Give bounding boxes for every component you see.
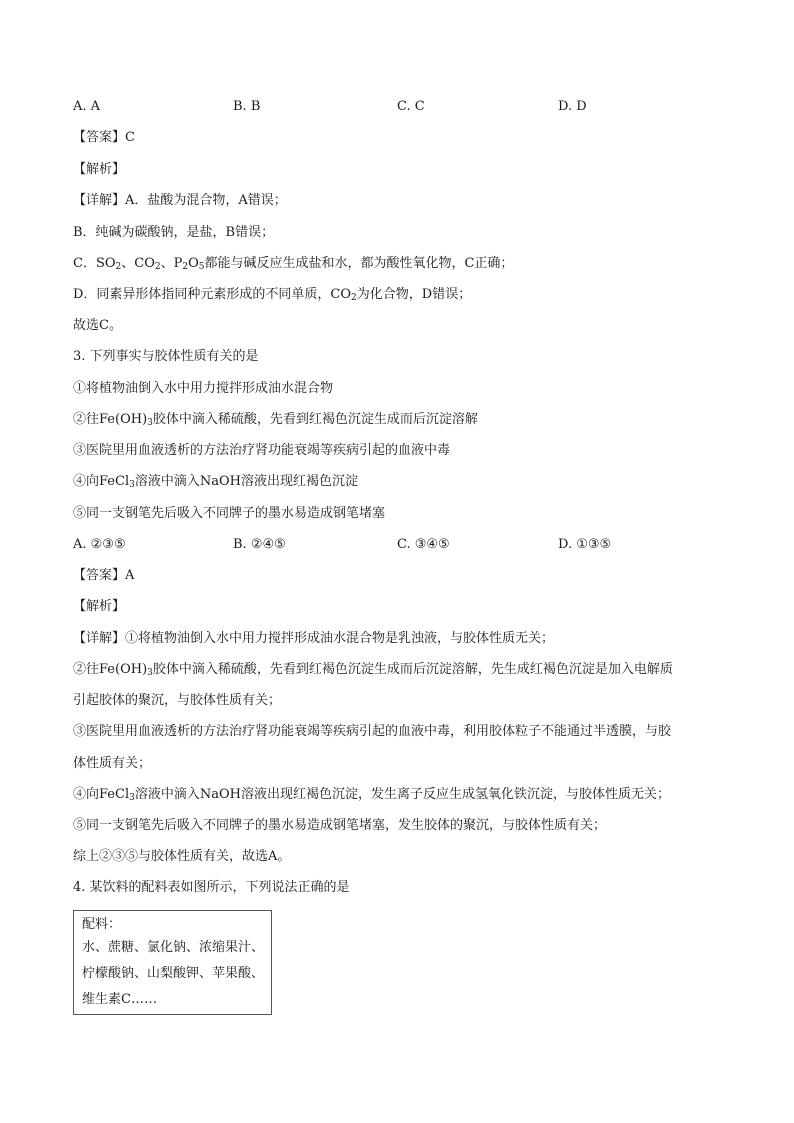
q3-answer: 【答案】A xyxy=(73,568,135,583)
q2-answer: 【答案】C xyxy=(73,130,135,145)
ingredients-box xyxy=(73,910,272,1015)
q3-option-a: A. ②③⑤ xyxy=(73,537,126,552)
q3-option-b: B. ②④⑤ xyxy=(233,537,286,552)
q2-conclusion: 故选C。 xyxy=(73,318,122,333)
ingredients-title: 配料： xyxy=(82,917,122,932)
q2-detail-a: 【详解】A．盐酸为混合物，A错误； xyxy=(73,193,287,208)
q3-item-2: ②往$Fe(OH)_3$胶体中滴入稀硫酸，先看到红褐色沉淀生成而后沉淀溶解 xyxy=(73,412,478,428)
q2-detail-d: D．同素异形体指同种元素形成的不同单质，$CO_2$为化合物，D错误； xyxy=(73,287,472,303)
q2-option-d: D. D xyxy=(558,99,587,114)
q3-item-4: ④向FeCl$_3$溶液中滴入NaOH溶液出现红褐色沉淀 xyxy=(73,474,358,490)
q3-detail-5: ⑤同一支钢笔先后吸入不同牌子的墨水易造成钢笔堵塞，发生胶体的聚沉，与胶体性质有关； xyxy=(73,818,607,833)
q3-detail-3b: 体性质有关； xyxy=(73,756,152,771)
q3-summary: 综上②③⑤与胶体性质有关，故选A。 xyxy=(73,849,291,864)
q2-detail-b: B．纯碱为碳酸钠，是盐，B错误； xyxy=(73,225,275,240)
ingredients-line: 水、蔗糖、氯化钠、浓缩果汁、 xyxy=(82,940,265,955)
q3-item-1: ①将植物油倒入水中用力搅拌形成油水混合物 xyxy=(73,381,334,396)
q3-option-d: D. ①③⑤ xyxy=(558,537,612,552)
q3-detail-3: ③医院里用血液透析的方法治疗肾功能衰竭等疾病引起的血液中毒，利用胶体粒子不能通过半透膜，与胶 xyxy=(73,724,672,739)
ingredients-line: 柠檬酸钠、山梨酸钾、苹果酸、 xyxy=(82,966,265,981)
q2-option-c: C. C xyxy=(397,99,425,114)
ingredients-line: 维生素C…… xyxy=(82,992,157,1007)
q2-detail-c: C．$SO_2$、$CO_2$、$P_2O_5$都能与碱反应生成盐和水，都为酸性氧化物，C正确； xyxy=(73,256,514,272)
q3-analysis-label: 【解析】 xyxy=(73,599,126,614)
q2-option-a: A. A xyxy=(73,99,101,114)
q3-stem: 3. 下列事实与胶体性质有关的是 xyxy=(73,349,259,364)
q2-analysis-label: 【解析】 xyxy=(73,162,126,177)
q3-item-3: ③医院里用血液透析的方法治疗肾功能衰竭等疾病引起的血液中毒 xyxy=(73,443,451,458)
q2-option-b: B. B xyxy=(233,99,261,114)
q2-options xyxy=(73,98,733,116)
q3-detail-4: ④向FeCl$_3$溶液中滴入NaOH溶液出现红褐色沉淀，发生离子反应生成氢氧化铁沉淀，与胶体性质无关； xyxy=(73,787,670,803)
q3-options xyxy=(73,536,733,554)
q3-detail-2b: 引起胶体的聚沉，与胶体性质有关； xyxy=(73,693,282,708)
q3-detail-1: 【详解】①将植物油倒入水中用力搅拌形成油水混合物是乳浊液，与胶体性质无关； xyxy=(73,631,555,646)
q3-detail-2: ②往$Fe(OH)_3$胶体中滴入稀硫酸，先看到红褐色沉淀生成而后沉淀溶解，先生成红褐色沉淀是加入电解质 xyxy=(73,662,673,678)
q4-stem: 4. 某饮料的配料表如图所示，下列说法正确的是 xyxy=(73,880,350,895)
q3-option-c: C. ③④⑤ xyxy=(397,537,450,552)
q3-item-5: ⑤同一支钢笔先后吸入不同牌子的墨水易造成钢笔堵塞 xyxy=(73,506,386,521)
